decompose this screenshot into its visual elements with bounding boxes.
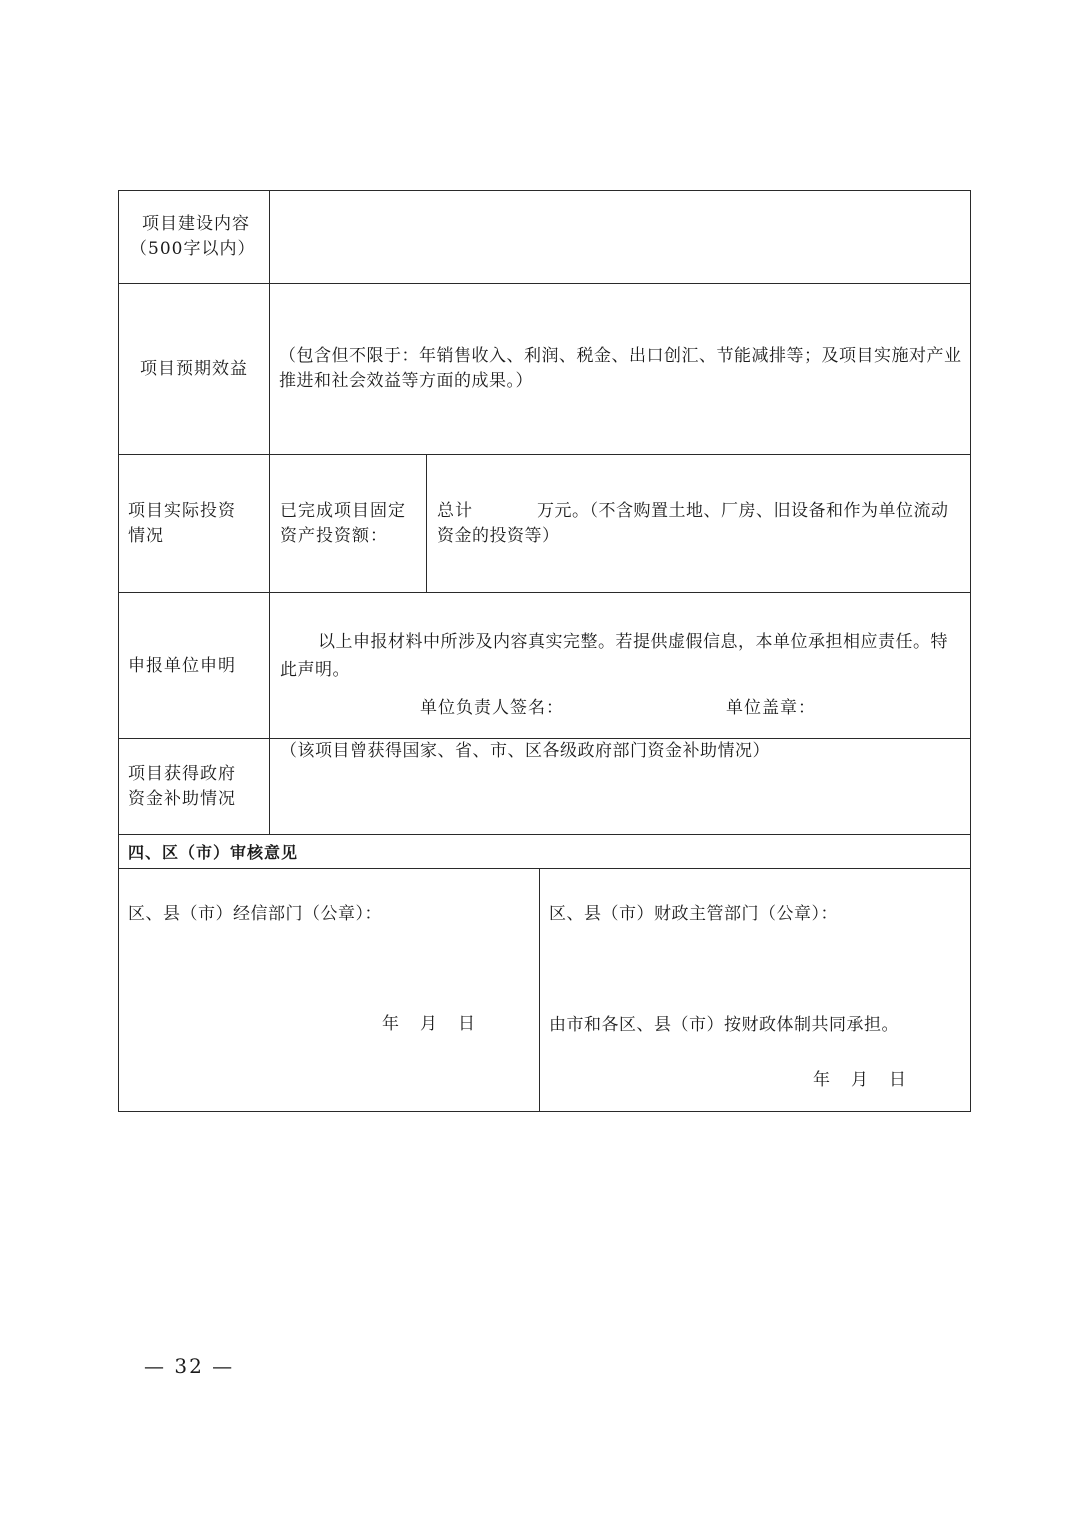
row-divider: [118, 834, 971, 835]
construction-content-label-limit: （500字以内）: [130, 239, 256, 259]
row-divider: [118, 454, 971, 455]
expected-benefit-label: 项目预期效益: [140, 359, 248, 379]
row-divider: [118, 592, 971, 593]
econ-dept-date: 年 月 日: [382, 1014, 477, 1034]
declaration-statement: 以上申报材料中所涉及内容真实完整。若提供虚假信息，本单位承担相应责任。特此声明。: [280, 632, 948, 680]
fixed-asset-sublabel: 已完成项目固定: [280, 501, 406, 521]
table-border-top: [118, 190, 971, 191]
page-number: — 32 —: [144, 1354, 235, 1378]
table-border-right: [970, 190, 971, 1112]
gov-funding-label: 项目获得政府: [128, 764, 236, 784]
section-heading: 四、区（市）审核意见: [128, 843, 299, 862]
investment-sub-divider: [426, 454, 427, 593]
finance-dept-opinion-field[interactable]: [542, 930, 968, 1010]
signature-field[interactable]: [565, 694, 715, 722]
table-border-bottom: [118, 1111, 971, 1112]
row-divider: [118, 283, 971, 284]
fixed-asset-sublabel-cont: 资产投资额：: [280, 526, 388, 546]
actual-investment-label: 项目实际投资: [128, 501, 236, 521]
label-column-divider: [269, 190, 270, 835]
table-border-left: [118, 190, 119, 1112]
gov-funding-field[interactable]: [271, 764, 968, 832]
construction-content-field[interactable]: [271, 192, 968, 282]
expected-benefit-field[interactable]: [271, 285, 968, 453]
finance-dept-note: 由市和各区、县（市）按财政体制共同承担。: [549, 1015, 899, 1035]
finance-dept-date: 年 月 日: [813, 1070, 908, 1090]
row-divider: [118, 868, 971, 869]
signature-label: 单位负责人签名：: [420, 698, 564, 718]
finance-dept-title: 区、县（市）财政主管部门（公章）：: [549, 904, 838, 924]
declaration-label: 申报单位申明: [128, 656, 236, 676]
review-column-divider: [539, 868, 540, 1112]
expected-benefit-hint: （包含但不限于：年销售收入、利润、税金、出口创汇、节能减排等；及项目实施对产业推进和社会效益等方面的成果。）: [279, 346, 962, 391]
construction-content-label: 项目建设内容: [142, 214, 250, 234]
actual-investment-label-cont: 情况: [128, 526, 164, 546]
econ-dept-title: 区、县（市）经信部门（公章）：: [128, 904, 382, 924]
seal-label: 单位盖章：: [726, 698, 816, 718]
seal-field[interactable]: [812, 694, 962, 722]
econ-dept-opinion-field[interactable]: [121, 930, 537, 1010]
gov-funding-hint: （该项目曾获得国家、省、市、区各级政府部门资金补助情况）: [280, 741, 770, 761]
gov-funding-label-cont: 资金补助情况: [128, 789, 236, 809]
total-prefix: 总计: [437, 501, 473, 521]
total-suffix-note: 万元。（不含购置土地、厂房、旧设备和作为单位流动资金的投资等）: [437, 501, 949, 546]
